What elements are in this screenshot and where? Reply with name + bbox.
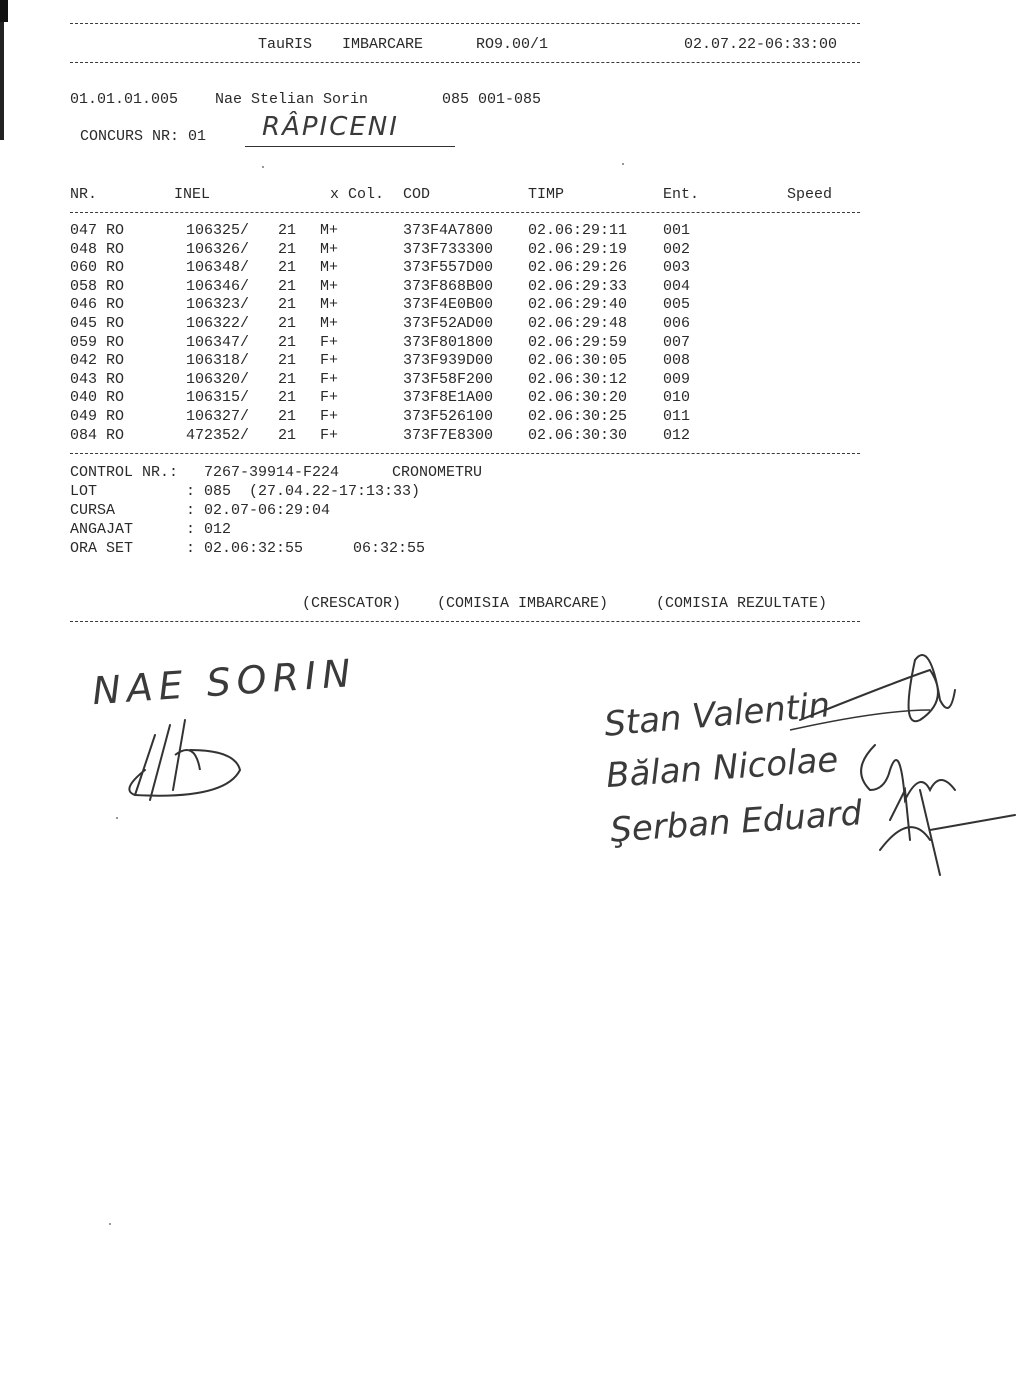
table-row bbox=[0, 296, 860, 314]
cell-cod: 373F939D00 bbox=[403, 352, 494, 370]
cell-sex: M+ bbox=[320, 277, 339, 295]
cell-timp: 02.06:30:25 bbox=[528, 408, 628, 425]
lot-value: : 085 (27.04.22-17:13:33) bbox=[186, 483, 421, 500]
cell-ent: 002 bbox=[663, 240, 691, 258]
cell-nr: 084 RO bbox=[70, 426, 125, 444]
oraset-time: 06:32:55 bbox=[353, 540, 426, 557]
header-rule-bottom bbox=[70, 62, 860, 63]
cell-sex: F+ bbox=[320, 389, 339, 407]
label-crescator: (CRESCATOR) bbox=[302, 595, 402, 612]
cell-timp: 02.06:30:12 bbox=[528, 370, 628, 388]
cell-an: 21 bbox=[278, 426, 297, 444]
cell-ent: 012 bbox=[663, 426, 691, 444]
table-rule-top bbox=[70, 212, 860, 213]
col-xcol: x Col. bbox=[330, 186, 385, 203]
cell-cod: 373F7E8300 bbox=[403, 426, 494, 444]
header-app: TauRIS bbox=[258, 36, 313, 53]
table-row bbox=[0, 222, 860, 240]
cell-an: 21 bbox=[278, 259, 297, 277]
cell-nr: 059 RO bbox=[70, 333, 125, 351]
scan-corner-mark bbox=[0, 0, 8, 22]
cell-nr: 060 RO bbox=[70, 259, 125, 277]
cell-inel: 106323/ bbox=[186, 296, 250, 314]
fancier-id: 01.01.01.005 bbox=[70, 91, 179, 108]
cell-nr: 058 RO bbox=[70, 277, 125, 295]
table-row bbox=[0, 315, 860, 333]
cell-an: 21 bbox=[278, 277, 297, 295]
cell-nr: 043 RO bbox=[70, 370, 125, 388]
table-row bbox=[0, 334, 860, 352]
cell-cod: 373F526100 bbox=[403, 408, 494, 425]
cell-inel: 106318/ bbox=[186, 352, 250, 370]
scan-speck bbox=[109, 1223, 111, 1225]
cell-nr: 048 RO bbox=[70, 240, 125, 258]
table-row bbox=[0, 389, 860, 407]
cell-inel: 106322/ bbox=[186, 315, 250, 332]
table-rule-bottom bbox=[70, 453, 860, 454]
handwritten-breeder-name: NAE SORIN bbox=[90, 650, 358, 714]
cell-an: 21 bbox=[278, 296, 297, 314]
cell-sex: M+ bbox=[320, 222, 339, 239]
cell-cod: 373F58F200 bbox=[403, 370, 494, 388]
cell-inel: 106327/ bbox=[186, 408, 250, 425]
device-name: CRONOMETRU bbox=[392, 464, 483, 481]
cell-ent: 001 bbox=[663, 222, 691, 239]
label-comisia-imbarcare: (COMISIA IMBARCARE) bbox=[437, 595, 609, 612]
cell-inel: 106347/ bbox=[186, 333, 250, 351]
contest-underline bbox=[245, 146, 455, 147]
table-row bbox=[0, 352, 860, 370]
cell-an: 21 bbox=[278, 408, 297, 425]
contest-label: CONCURS NR: 01 bbox=[80, 128, 207, 145]
cell-inel: 106315/ bbox=[186, 389, 250, 407]
commission-member-1: Stan Valentin bbox=[602, 685, 832, 745]
cell-ent: 003 bbox=[663, 259, 691, 277]
commission-signature-strokes bbox=[780, 640, 1020, 880]
commission-member-3: Şerban Eduard bbox=[608, 793, 864, 851]
cell-cod: 373F4E0B00 bbox=[403, 296, 494, 314]
col-inel: INEL bbox=[174, 186, 211, 203]
cell-nr: 042 RO bbox=[70, 352, 125, 370]
cell-inel: 106346/ bbox=[186, 277, 250, 295]
col-nr: NR. bbox=[70, 186, 98, 203]
control-value: 7267-39914-F224 bbox=[204, 464, 340, 481]
cell-nr: 040 RO bbox=[70, 389, 125, 407]
cell-an: 21 bbox=[278, 222, 297, 239]
cell-timp: 02.06:29:11 bbox=[528, 222, 628, 239]
header-code: RO9.00/1 bbox=[476, 36, 549, 53]
cell-timp: 02.06:29:59 bbox=[528, 333, 628, 351]
cell-timp: 02.06:29:40 bbox=[528, 296, 628, 314]
col-ent: Ent. bbox=[663, 186, 700, 203]
table-row bbox=[0, 408, 860, 426]
cell-inel: 472352/ bbox=[186, 426, 250, 444]
cell-inel: 106326/ bbox=[186, 240, 250, 258]
table-header bbox=[0, 186, 860, 204]
cell-cod: 373F557D00 bbox=[403, 259, 494, 277]
oraset-value: : 02.06:32:55 bbox=[186, 540, 304, 557]
commission-member-2: Bălan Nicolae bbox=[604, 739, 840, 797]
cell-timp: 02.06:29:19 bbox=[528, 240, 628, 258]
cell-ent: 009 bbox=[663, 370, 691, 388]
cell-inel: 106325/ bbox=[186, 222, 250, 239]
cell-an: 21 bbox=[278, 240, 297, 258]
header-timestamp: 02.07.22-06:33:00 bbox=[684, 36, 838, 53]
cell-inel: 106348/ bbox=[186, 259, 250, 277]
scan-speck bbox=[262, 166, 264, 168]
cell-timp: 02.06:30:30 bbox=[528, 426, 628, 444]
cell-an: 21 bbox=[278, 370, 297, 388]
angajat-value: : 012 bbox=[186, 521, 232, 538]
cell-inel: 106320/ bbox=[186, 370, 250, 388]
col-speed: Speed bbox=[787, 186, 833, 203]
cell-cod: 373F868B00 bbox=[403, 277, 494, 295]
cell-sex: M+ bbox=[320, 296, 339, 314]
cell-cod: 373F8E1A00 bbox=[403, 389, 494, 407]
col-cod: COD bbox=[403, 186, 431, 203]
cursa-label: CURSA bbox=[70, 502, 116, 519]
cell-timp: 02.06:30:05 bbox=[528, 352, 628, 370]
cell-cod: 373F801800 bbox=[403, 333, 494, 351]
cell-sex: F+ bbox=[320, 333, 339, 351]
lot-label: LOT bbox=[70, 483, 98, 500]
cell-timp: 02.06:29:33 bbox=[528, 277, 628, 295]
table-row bbox=[0, 259, 860, 277]
cell-cod: 373F52AD00 bbox=[403, 315, 494, 332]
cell-sex: F+ bbox=[320, 408, 339, 425]
fancier-range: 085 001-085 bbox=[442, 91, 542, 108]
cell-cod: 373F733300 bbox=[403, 240, 494, 258]
fancier-name: Nae Stelian Sorin bbox=[215, 91, 369, 108]
cell-sex: M+ bbox=[320, 259, 339, 277]
table-row bbox=[0, 371, 860, 389]
scan-speck bbox=[622, 163, 624, 165]
cell-sex: F+ bbox=[320, 370, 339, 388]
cell-nr: 045 RO bbox=[70, 315, 125, 332]
table-row bbox=[0, 278, 860, 296]
cell-ent: 007 bbox=[663, 333, 691, 351]
scan-speck bbox=[116, 817, 118, 819]
cell-sex: M+ bbox=[320, 315, 339, 332]
cell-timp: 02.06:29:26 bbox=[528, 259, 628, 277]
cell-ent: 010 bbox=[663, 389, 691, 407]
table-row bbox=[0, 427, 860, 445]
contest-location-handwritten: RÂPICENI bbox=[262, 112, 399, 142]
cell-nr: 049 RO bbox=[70, 408, 125, 425]
cell-timp: 02.06:29:48 bbox=[528, 315, 628, 332]
cell-ent: 006 bbox=[663, 315, 691, 332]
header-title: IMBARCARE bbox=[342, 36, 424, 53]
cell-an: 21 bbox=[278, 389, 297, 407]
breeder-signature bbox=[115, 710, 255, 810]
cell-ent: 004 bbox=[663, 277, 691, 295]
cell-nr: 046 RO bbox=[70, 296, 125, 314]
label-comisia-rezultate: (COMISIA REZULTATE) bbox=[656, 595, 828, 612]
angajat-label: ANGAJAT bbox=[70, 521, 134, 538]
signature-rule bbox=[70, 621, 860, 622]
table-row bbox=[0, 241, 860, 259]
cursa-value: : 02.07-06:29:04 bbox=[186, 502, 331, 519]
oraset-label: ORA SET bbox=[70, 540, 134, 557]
cell-ent: 011 bbox=[663, 408, 691, 425]
header-rule-top bbox=[70, 23, 860, 24]
cell-an: 21 bbox=[278, 315, 297, 332]
control-label: CONTROL NR.: bbox=[70, 464, 179, 481]
cell-sex: F+ bbox=[320, 352, 339, 370]
cell-ent: 005 bbox=[663, 296, 691, 314]
cell-cod: 373F4A7800 bbox=[403, 222, 494, 239]
cell-nr: 047 RO bbox=[70, 222, 125, 239]
cell-sex: M+ bbox=[320, 240, 339, 258]
cell-timp: 02.06:30:20 bbox=[528, 389, 628, 407]
cell-ent: 008 bbox=[663, 352, 691, 370]
cell-sex: F+ bbox=[320, 426, 339, 444]
col-timp: TIMP bbox=[528, 186, 565, 203]
cell-an: 21 bbox=[278, 352, 297, 370]
cell-an: 21 bbox=[278, 333, 297, 351]
